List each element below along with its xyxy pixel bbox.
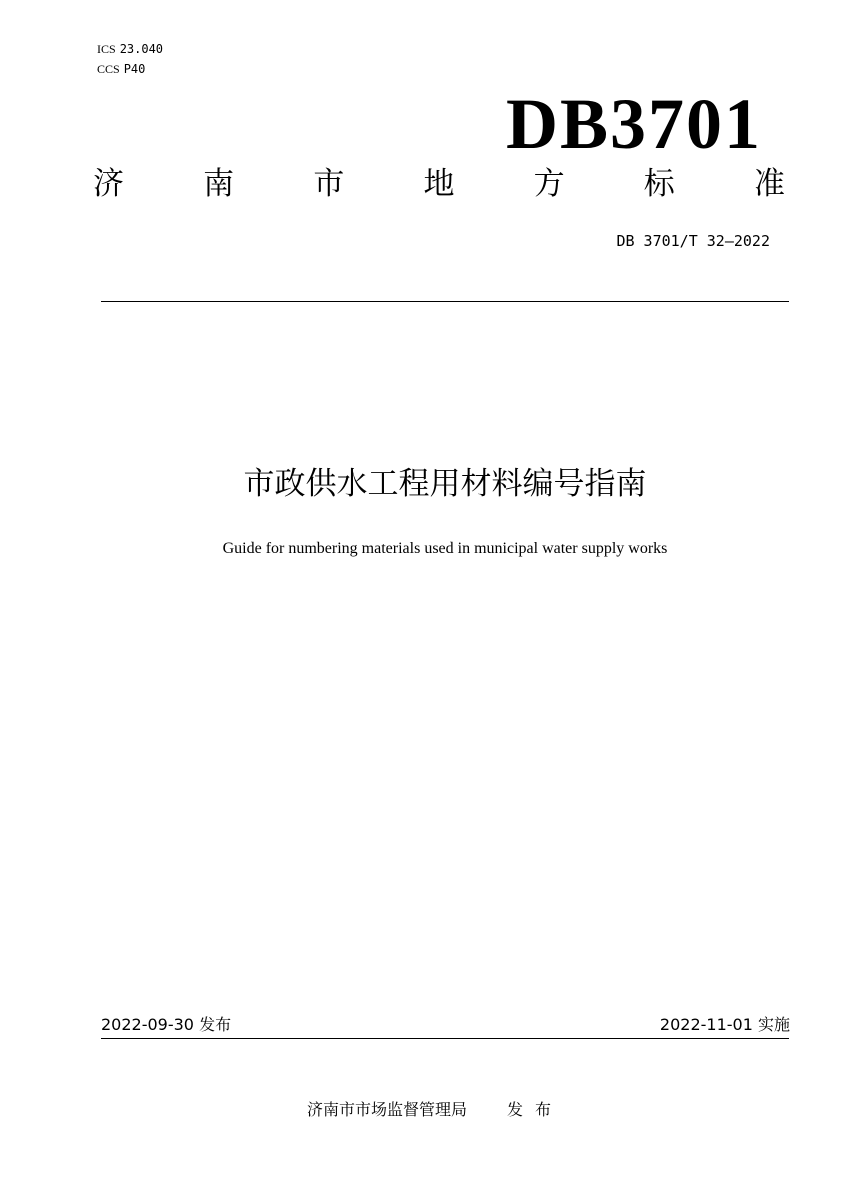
standard-type-char: 标 bbox=[643, 166, 675, 202]
ccs-label: CCS bbox=[97, 62, 120, 76]
standard-type-char: 南 bbox=[203, 166, 235, 202]
document-title-chinese: 市政供水工程用材料编号指南 bbox=[243, 466, 647, 502]
standard-type-char: 方 bbox=[533, 166, 565, 202]
standard-type bbox=[93, 162, 785, 206]
issuer-action: 发布 bbox=[507, 1100, 564, 1119]
ics-classification bbox=[97, 42, 163, 56]
footer-divider bbox=[101, 1038, 789, 1039]
standard-type-char: 地 bbox=[423, 166, 455, 202]
standard-type-char: 济 bbox=[93, 166, 124, 202]
header-divider bbox=[101, 301, 789, 302]
ccs-classification bbox=[97, 62, 145, 76]
ics-label: ICS bbox=[97, 42, 116, 56]
issuer-name: 济南市市场监督管理局 bbox=[306, 1100, 467, 1119]
standard-type-char: 准 bbox=[753, 166, 785, 202]
issuer-line bbox=[0, 1099, 850, 1121]
ccs-value: P40 bbox=[123, 62, 146, 76]
ics-value: 23.040 bbox=[119, 42, 164, 56]
standard-type-char: 市 bbox=[313, 166, 345, 202]
release-date: 2022-09-30 发布 bbox=[101, 1015, 232, 1034]
document-title-english: Guide for numbering materials used in municipal water supply works bbox=[222, 540, 668, 557]
standard-number: DB 3701/T 32—2022 bbox=[616, 232, 770, 250]
standard-code: DB3701 bbox=[505, 84, 762, 164]
implementation-date: 2022-11-01 实施 bbox=[659, 1015, 790, 1034]
